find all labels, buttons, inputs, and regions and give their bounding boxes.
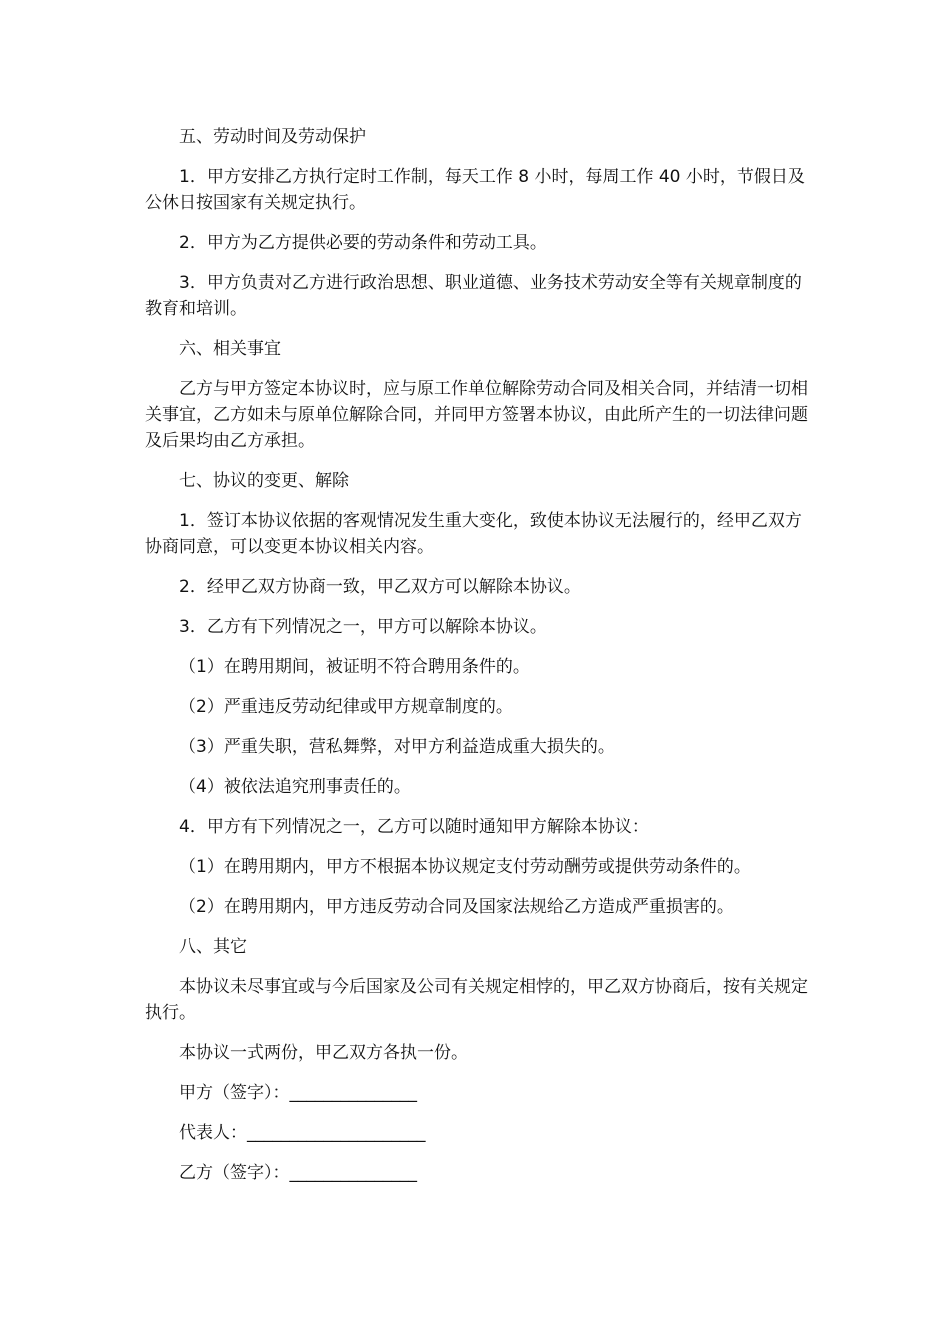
- section-heading-7: 七、协议的变更、解除: [179, 471, 349, 491]
- section-heading-8: 八、其它: [179, 937, 247, 957]
- section-heading-6: 六、相关事宜: [179, 339, 281, 359]
- paragraph-7-1: 1．签订本协议依据的客观情况发生重大变化，致使本协议无法履行的，经甲乙双方协商同意，可以变更本协议相关内容。: [145, 511, 802, 557]
- list-item-7-4-2: （2）在聘用期内，甲方违反劳动合同及国家法规给乙方造成严重损害的。: [179, 897, 734, 917]
- paragraph-5-2: 2．甲方为乙方提供必要的劳动条件和劳动工具。: [179, 233, 547, 253]
- paragraph-8-2: 本协议一式两份，甲乙双方各执一份。: [179, 1043, 468, 1063]
- list-item-7-3-1: （1）在聘用期间，被证明不符合聘用条件的。: [179, 657, 530, 677]
- paragraph-7-4: 4．甲方有下列情况之一，乙方可以随时通知甲方解除本协议：: [179, 817, 649, 837]
- list-item-7-4-1: （1）在聘用期内，甲方不根据本协议规定支付劳动酬劳或提供劳动条件的。: [179, 857, 751, 877]
- paragraph-5-1: 1．甲方安排乙方执行定时工作制，每天工作 8 小时，每周工作 40 小时，节假日及公休日按国家有关规定执行。: [145, 167, 805, 213]
- paragraph-7-3: 3．乙方有下列情况之一，甲方可以解除本协议。: [179, 617, 547, 637]
- signature-line-party-a: 甲方（签字）：_______________: [179, 1083, 417, 1103]
- paragraph-5-3: 3．甲方负责对乙方进行政治思想、职业道德、业务技术劳动安全等有关规章制度的教育和培训。: [145, 273, 802, 319]
- list-item-7-3-4: （4）被依法追究刑事责任的。: [179, 777, 411, 797]
- document-body: [145, 124, 810, 1200]
- signature-line-party-b: 乙方（签字）：_______________: [179, 1163, 417, 1183]
- section-heading-5: 五、劳动时间及劳动保护: [179, 127, 366, 147]
- paragraph-8-1: 本协议未尽事宜或与今后国家及公司有关规定相悖的，甲乙双方协商后，按有关规定执行。: [145, 977, 808, 1023]
- list-item-7-3-2: （2）严重违反劳动纪律或甲方规章制度的。: [179, 697, 513, 717]
- signature-line-representative: 代表人：_____________________: [179, 1123, 426, 1143]
- list-item-7-3-3: （3）严重失职，营私舞弊，对甲方利益造成重大损失的。: [179, 737, 615, 757]
- paragraph-6-1: 乙方与甲方签定本协议时，应与原工作单位解除劳动合同及相关合同，并结清一切相关事宜，乙方如未与原单位解除合同，并同甲方签署本协议，由此所产生的一切法律问题及后果均由乙方承担。: [145, 379, 808, 451]
- paragraph-7-2: 2．经甲乙双方协商一致，甲乙双方可以解除本协议。: [179, 577, 581, 597]
